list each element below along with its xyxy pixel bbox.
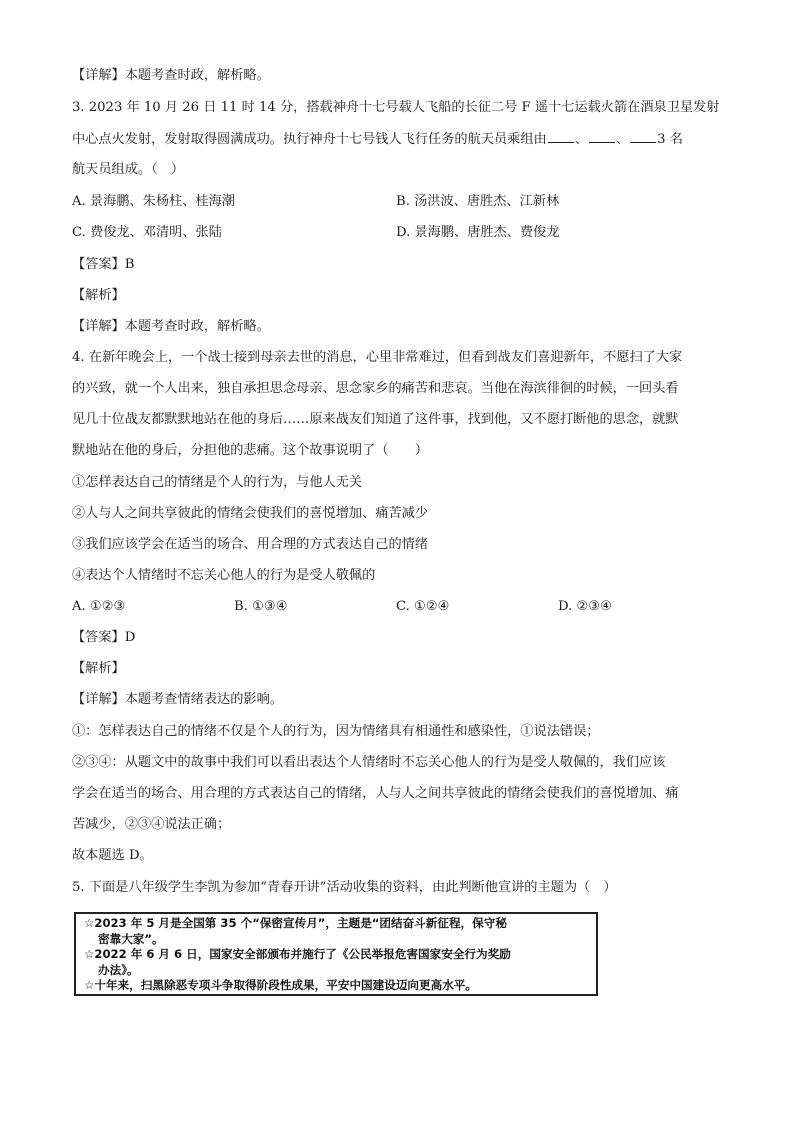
q4-explanation-1: ①：怎样表达自己的情绪不仅是个人的行为，因为情绪具有相通性和感染性，①说法错误； [72,724,600,739]
q4-explanation-4: 苦减少，②③④说法正确； [72,817,231,832]
q4-option-d: D. ②③④ [558,599,612,614]
q4-conclusion: 故本题选 D。 [72,848,153,863]
q3-analysis: 【解析】 [72,288,125,303]
material-line-1b: 密靠大家”。 [98,931,164,946]
q4-item-3: ③我们应该学会在适当的场合、用合理的方式表达自己的情绪 [72,537,429,552]
q4-explanation-2: ②③④：从题文中的故事中我们可以看出表达个人情绪时不忘关心他人的行为是受人敬佩的，我们应该 [72,755,666,770]
q4-stem-line1: 4. 在新年晚会上，一个战士接到母亲去世的消息，心里非常难过，但看到战友们喜迎新年，不愿扫了大家 [72,350,683,365]
answer-blank-3 [630,130,656,143]
q3-stem-line2: 中心点火发射，发射取得圆满成功。执行神舟十七号钱人飞行任务的航天员乘组由 、 、 3 名 [72,132,683,147]
answer-blank-1 [548,130,574,143]
material-line-3: ☆十年来，扫黑除恶专项斗争取得阶段性成果，平安中国建设迈向更高水平。 [84,978,477,992]
q4-explanation-3: 学会在适当的场合、用合理的方式表达自己的情绪，人与人之间共享彼此的情绪会使我们的喜悦增加、痛 [72,786,679,801]
q3-detail: 【详解】本题考查时政，解析略。 [72,319,270,334]
answer-blank-2 [589,130,615,143]
q5-stem: 5. 下面是八年级学生李凯为参加“青春开讲”活动收集的资料，由此判断他宣讲的主题为（ ） [72,880,617,895]
q3-option-d: D. 景海鹏、唐胜杰、费俊龙 [396,225,560,240]
q4-item-4: ④表达个人情绪时不忘关心他人的行为是受人敬佩的 [72,568,376,583]
q4-stem-line3: 见几十位战友都默默地站在他的身后……原来战友们知道了这件事，找到他，又不愿打断他的思念，就默 [72,412,679,427]
q4-answer: 【答案】D [72,630,136,645]
q4-stem-line4: 默地站在他的身后，分担他的悲痛。这个故事说明了（ ） [72,443,429,458]
q4-option-b: B. ①③④ [234,599,288,614]
q3-stem-text: 中心点火发射，发射取得圆满成功。执行神舟十七号钱人飞行任务的航天员乘组由 [72,132,547,147]
q4-analysis: 【解析】 [72,661,125,676]
q4-item-1: ①怎样表达自己的情绪是个人的行为，与他人无关 [72,475,363,490]
q5-material-box [74,912,598,996]
q3-answer: 【答案】B [72,257,135,272]
q4-stem-line2: 的兴致，就一个人出来，独自承担思念母亲、思念家乡的痛苦和悲哀。当他在海滨徘徊的时候，一回头看 [72,381,679,396]
q4-detail: 【详解】本题考查情绪表达的影响。 [72,692,283,707]
q4-option-c: C. ①②④ [396,599,450,614]
q3-option-b: B. 汤洪波、唐胜杰、江新林 [396,194,560,209]
material-line-1a: ☆2023 年 5 月是全国第 35 个“保密宣传月”，主题是“团结奋斗新征程，保守秘 [84,916,507,930]
q2-detail: 【详解】本题考查时政，解析略。 [72,68,270,83]
q3-stem-line3: 航天员组成。（ ） [72,162,185,177]
q4-option-a: A. ①②③ [72,599,126,614]
material-line-2b: 办法》。 [98,962,139,977]
material-line-2a: ☆2022 年 6 月 6 日，国家安全部颁布并施行了《公民举报危害国家安全行为奖励 [84,947,511,961]
q3-option-a: A. 景海鹏、朱杨柱、桂海潮 [72,194,235,209]
q3-option-c: C. 费俊龙、邓清明、张陆 [72,225,222,240]
q3-stem-line1: 3. 2023 年 10 月 26 日 11 时 14 分，搭载神舟十七号载人飞船的长征二号 F 遥十七运载火箭在酒泉卫星发射 [72,100,720,115]
q4-item-2: ②人与人之间共享彼此的情绪会使我们的喜悦增加、痛苦减少 [72,506,429,521]
